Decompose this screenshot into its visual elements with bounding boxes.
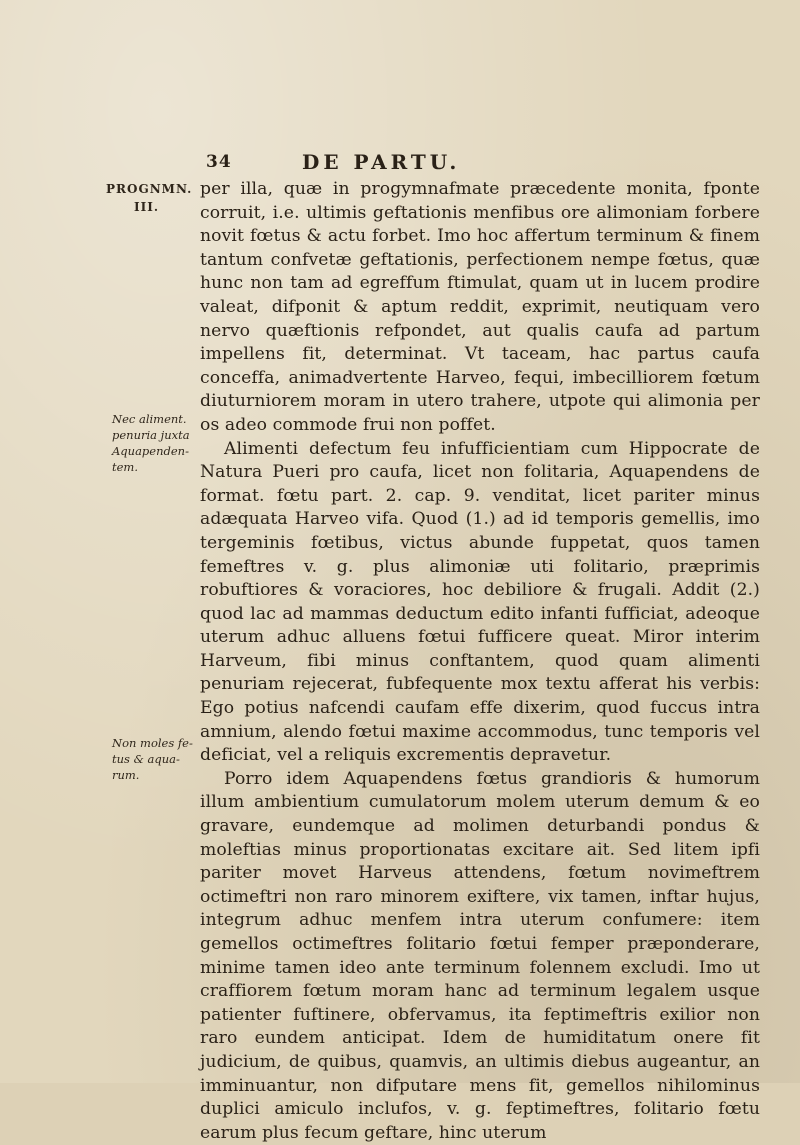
margin-note-2-line-3: rum. [112,768,140,782]
margin-note-1-line-4: tem. [112,460,138,474]
margin-note-1-line-3: Aquapenden- [112,444,189,458]
margin-notes [0,0,200,1083]
body-text [200,178,760,1145]
paragraph-2: Alimenti defectum feu infufficientiam cum Hippocrate de Natura Pueri pro caufa, licet non folitaria, Aquapendens de format. fœtu part. 2. cap. 9. venditat, licet pariter minus adæquata Harveo vifa. Quod (1.) ad id temporis gemellis, imo tergeminis fœtibus, victus abunde fuppetat, quos tamen femeftres v. g. plus alimoniæ uti folitario, præprimis robuftiores & voraciores, hoc debiliore & frugali. Addit (2.) quod lac ad mammas deductum edito infanti fufficiat, adeoque uterum adhuc alluens fœtui fufficere queat. Miror interim Harveum, fibi minus conftantem, quod quam alimenti penuriam rejecerat, fubfequente mox textu afferat his verbis: Ego potius nafcendi caufam effe dixerim, quod fuccus intra amnium, alendo fœtui maxime accommodus, tunc temporis vel deficiat, vel a reliquis excrementis depravetur. [200,438,760,766]
page-number: 34 [206,152,232,172]
margin-note-section: III. [134,200,160,214]
paragraph-1: per illa, quæ in progymnafmate præcedente monita, fponte corruit, i.e. ultimis geftationis menfibus ore alimoniam forbere novit fœtus & actu forbet. Imo hoc affertum terminum & finem tantum confvetæ geftationis, perfectionem nempe fœtus, quæ hunc non tam ad egreffum ftimulat, quam ut in lucem prodire valeat, difponit & aptum reddit, exprimit, neutiquam vero nervo quæftionis refpondet, aut qualis caufa ad partum impellens fit, determinat. Vt taceam, hac partus caufa conceffa, animadvertente Harveo, fequi, imbecilliorem fœtum diuturniorem moram in utero trahere, utpote qui alimonia per os adeo commode frui non poffet. [200,179,760,435]
page-header [206,152,786,178]
margin-note-1-line-2: penuria juxta [112,428,190,442]
margin-note-1-line-1: Nec aliment. [112,412,187,426]
margin-note-2-line-1: Non moles fe- [112,736,193,750]
running-head: DE PARTU. [302,150,461,174]
margin-note-prognosis: PROGNMN. [106,182,193,196]
paragraph-3: Porro idem Aquapendens fœtus grandioris & humorum illum ambientium cumulatorum molem uterum demum & eo gravare, eundemque ad molimen deturbandi pondus & moleftias minus proportionatas excitare ait. Sed litem ipfi pariter movet Harveus attendens, fœtum novimeftrem octimeftri non raro minorem exiftere, vix tamen, inftar hujus, integrum adhuc menfem intra uterum confumere: item gemellos octimeftres folitario fœtui femper præponderare, minime tamen ideo ante terminum folennem excludi. Imo ut craffiorem fœtum moram hanc ad terminum legalem usque patienter fuftinere, obfervamus, ita feptimeftris exilior non raro eundem anticipat. Idem de humiditatum onere fit judicium, de quibus, quamvis, an ultimis diebus augeantur, an imminuantur, non difputare mens fit, gemellos nihilominus duplici amiculo inclufos, v. g. feptimeftres, folitario fœtu earum plus fecum geftare, hinc uterum [200,768,760,1143]
margin-note-2-line-2: tus & aqua- [112,752,180,766]
